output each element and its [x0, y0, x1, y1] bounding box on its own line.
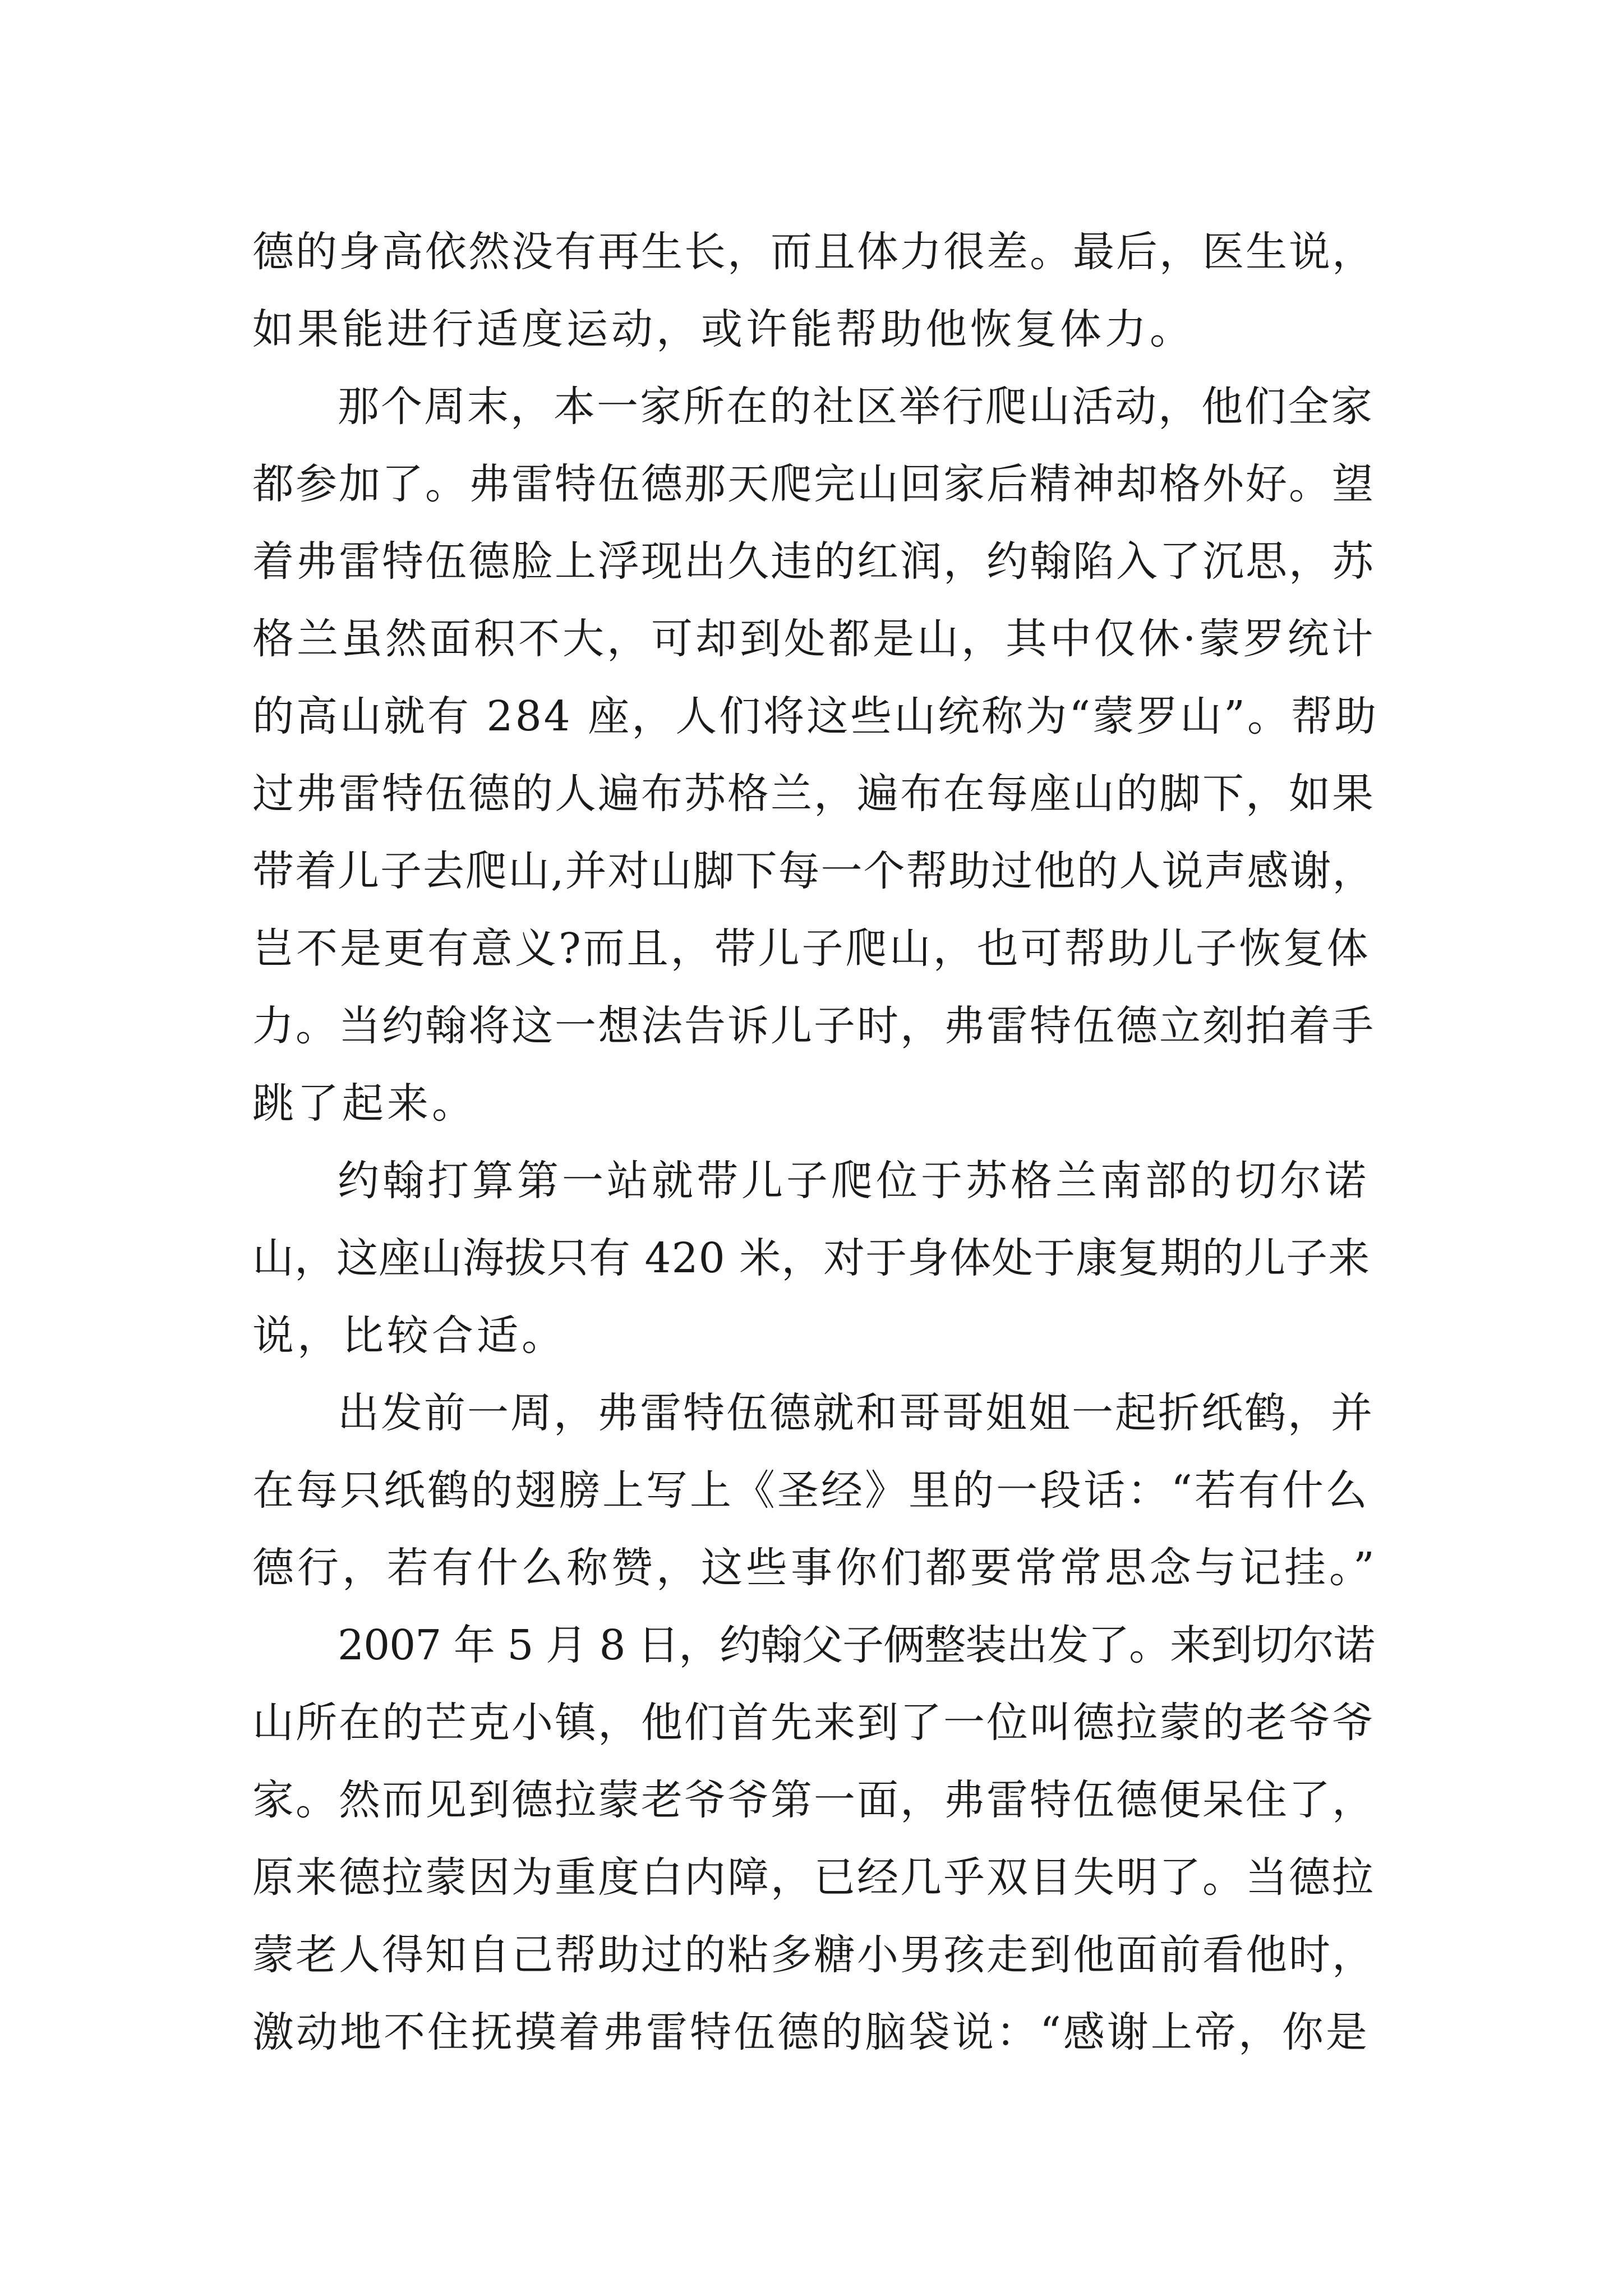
text-line: 激动地不住抚摸着弗雷特伍德的脑袋说：“感谢上帝，你是 — [252, 2008, 1370, 2056]
text-line: 德的身高依然没有再生长，而且体力很差。最后，医生说， — [252, 228, 1375, 276]
text-line: 过弗雷特伍德的人遍布苏格兰，遍布在每座山的脚下，如果 — [252, 770, 1375, 818]
document-body-text — [252, 213, 1380, 2071]
text-line: 的高山就有 284 座，人们将这些山统称为“蒙罗山”。帮助 — [252, 692, 1378, 740]
text-line: 约翰打算第一站就带儿子爬位于苏格兰南部的切尔诺 — [338, 1157, 1370, 1205]
text-line: 德行，若有什么称赞，这些事你们都要常常思念与记挂。” — [252, 1544, 1378, 1592]
text-line: 着弗雷特伍德脸上浮现出久违的红润，约翰陷入了沉思，苏 — [252, 537, 1375, 586]
text-line: 山，这座山海拔只有 420 米，对于身体处于康复期的儿子来 — [252, 1234, 1371, 1282]
text-line: 在每只纸鹤的翅膀上写上《圣经》里的一段话：“若有什么 — [252, 1466, 1370, 1515]
text-line: 格兰虽然面积不大，可却到处都是山，其中仅休·蒙罗统计 — [252, 615, 1376, 663]
text-line: 岂不是更有意义?而且，带儿子爬山，也可帮助儿子恢复体 — [252, 924, 1371, 973]
text-line: 力。当约翰将这一想法告诉儿子时，弗雷特伍德立刻拍着手 — [252, 1002, 1375, 1050]
text-line: 如果能进行适度运动，或许能帮助他恢复体力。 — [252, 305, 1195, 353]
text-line: 跳了起来。 — [252, 1079, 477, 1128]
text-line: 蒙老人得知自己帮助过的粘多糖小男孩走到他面前看他时， — [252, 1931, 1375, 1979]
text-line: 说，比较合适。 — [252, 1312, 566, 1360]
text-line: 家。然而见到德拉蒙老爷爷第一面，弗雷特伍德便呆住了， — [252, 1776, 1375, 1824]
text-line: 2007 年 5 月 8 日，约翰父子俩整装出发了。来到切尔诺 — [338, 1621, 1375, 1669]
text-line: 带着儿子去爬山,并对山脚下每一个帮助过他的人说声感谢， — [252, 847, 1375, 895]
text-line: 都参加了。弗雷特伍德那天爬完山回家后精神却格外好。望 — [252, 460, 1375, 508]
text-line: 出发前一周，弗雷特伍德就和哥哥姐姐一起折纸鹤，并 — [338, 1389, 1374, 1437]
text-line: 那个周末，本一家所在的社区举行爬山活动，他们全家 — [338, 383, 1374, 431]
text-line: 山所在的芒克小镇，他们首先来到了一位叫德拉蒙的老爷爷 — [252, 1699, 1375, 1747]
text-line: 原来德拉蒙因为重度白内障，已经几乎双目失明了。当德拉 — [252, 1853, 1375, 1902]
